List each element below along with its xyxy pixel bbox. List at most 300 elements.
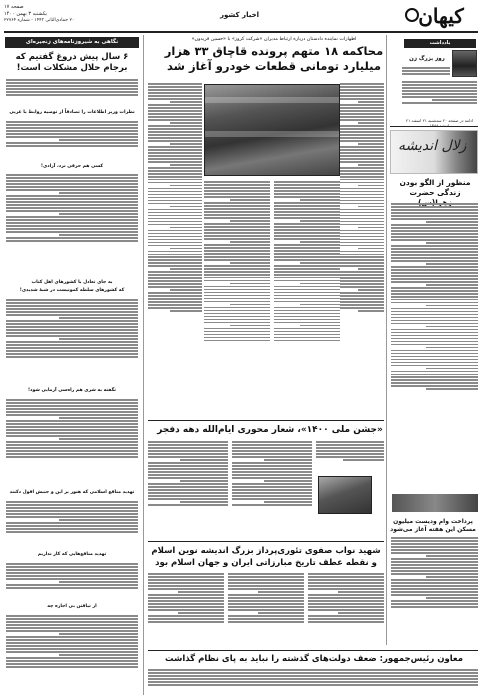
- greeked-text-line: [6, 314, 138, 316]
- greeked-text-line: [274, 256, 340, 258]
- article-column: [232, 440, 312, 540]
- greeked-text-line: [232, 456, 312, 458]
- greeked-text-line: [6, 507, 138, 509]
- greeked-text-line: [391, 329, 478, 331]
- greeked-text-line: [148, 179, 202, 181]
- greeked-text-line: [258, 591, 304, 593]
- greeked-text-line: [391, 561, 478, 563]
- greeked-text-line: [170, 185, 202, 187]
- greeked-text-line: [391, 332, 478, 334]
- greeked-text-line: [148, 474, 228, 476]
- article-column: [308, 572, 384, 650]
- greeked-text-line: [230, 325, 270, 327]
- greeked-text-line: [6, 645, 138, 647]
- greeked-text-line: [204, 211, 270, 213]
- greeked-text-line: [391, 302, 478, 304]
- greeked-text-line: [426, 263, 478, 265]
- greeked-text-line: [6, 636, 138, 638]
- greeked-text-line: [274, 340, 340, 342]
- greeked-text-line: [391, 203, 478, 205]
- greeked-text-line: [391, 272, 478, 274]
- article-column: [340, 82, 384, 422]
- rumor-subhead: تهدید منافع‌هایی که کار نداریم: [37, 552, 107, 557]
- greeked-text-line: [232, 465, 312, 467]
- greeked-text-line: [6, 660, 138, 662]
- greeked-text-line: [6, 79, 138, 81]
- greeked-text-line: [6, 189, 138, 191]
- emblem-icon: [405, 8, 419, 22]
- greeked-text-line: [340, 230, 384, 232]
- greeked-text-line: [6, 432, 138, 434]
- greeked-text-line: [300, 199, 340, 201]
- greeked-text-line: [204, 184, 270, 186]
- greeked-text-line: [204, 292, 270, 294]
- greeked-text-line: [204, 217, 270, 219]
- article-column: [148, 572, 224, 650]
- greeked-text-line: [391, 579, 478, 581]
- greeked-text-line: [148, 224, 202, 226]
- rumor-section-bar: نگاهی به شیروزنامه‌های زنجیره‌ای: [5, 37, 139, 48]
- greeked-text-line: [170, 122, 202, 124]
- greeked-text-line: [6, 201, 138, 203]
- greeked-text-line: [6, 302, 138, 304]
- greeked-text-line: [204, 334, 270, 336]
- greeked-text-line: [148, 92, 202, 94]
- editorial-date: ادامه در صفحه ۲۰ سه‌شنبه ۲۱ اسفند ۲۱: [405, 118, 474, 123]
- greeked-text-line: [300, 283, 340, 285]
- greeked-text-line: [170, 248, 202, 250]
- greeked-text-line: [274, 301, 340, 303]
- greeked-text-line: [204, 196, 270, 198]
- greeked-text-line: [274, 229, 340, 231]
- greeked-text-line: [6, 642, 138, 644]
- greeked-text-line: [340, 286, 384, 288]
- greeked-text-line: [232, 462, 312, 464]
- greeked-text-line: [358, 143, 384, 145]
- greeked-text-line: [308, 579, 384, 581]
- greeked-text-line: [6, 615, 138, 617]
- greeked-text-line: [426, 326, 478, 328]
- greeked-text-line: [340, 209, 384, 211]
- greeked-text-line: [316, 441, 384, 443]
- greeked-text-line: [204, 247, 270, 249]
- greeked-text-line: [340, 83, 384, 85]
- greeked-text-line: [308, 609, 384, 611]
- greeked-text-line: [426, 284, 478, 286]
- greeked-text-line: [274, 211, 340, 213]
- greeked-text-line: [358, 206, 384, 208]
- greeked-text-line: [274, 280, 340, 282]
- greeked-text-line: [6, 663, 138, 665]
- greeked-text-line: [148, 251, 202, 253]
- greeked-text-line: [391, 376, 478, 378]
- greeked-text-line: [391, 341, 478, 343]
- greeked-text-line: [6, 88, 138, 90]
- greeked-text-line: [391, 317, 478, 319]
- greeked-text-line: [340, 304, 384, 306]
- greeked-text-line: [340, 110, 384, 112]
- greeked-text-line: [358, 101, 384, 103]
- greeked-text-line: [148, 576, 224, 578]
- greeked-text-line: [391, 293, 478, 295]
- greeked-text-line: [204, 253, 270, 255]
- greeked-text-line: [232, 489, 312, 491]
- greeked-text-line: [340, 119, 384, 121]
- greeked-text-line: [232, 483, 312, 485]
- rumor-headline: ۶ سال پیش دروغ گفتیم که برجام حلال مشکلات است!: [15, 52, 129, 73]
- greeked-text-line: [274, 247, 340, 249]
- greeked-text-line: [6, 456, 138, 458]
- greeked-text-line: [59, 417, 138, 419]
- greeked-text-line: [391, 260, 478, 262]
- greeked-text-line: [6, 405, 138, 407]
- greeked-text-line: [391, 323, 478, 325]
- greeked-text-line: [148, 98, 202, 100]
- greeked-text-line: [148, 134, 202, 136]
- greeked-text-line: [228, 621, 304, 623]
- greeked-text-line: [148, 274, 202, 276]
- rumor-body-text: [6, 298, 138, 386]
- greeked-text-line: [148, 149, 202, 151]
- greeked-text-line: [316, 444, 384, 446]
- greeked-text-line: [204, 232, 270, 234]
- greeked-text-line: [6, 618, 138, 620]
- greeked-text-line: [148, 609, 224, 611]
- greeked-text-line: [340, 182, 384, 184]
- greeked-text-line: [204, 280, 270, 282]
- greeked-text-line: [340, 236, 384, 238]
- loan-body-text: [391, 536, 478, 646]
- column-divider: [143, 35, 144, 695]
- greeked-text-line: [59, 581, 138, 583]
- greeked-text-line: [264, 459, 312, 461]
- greeked-text-line: [340, 188, 384, 190]
- greeked-text-line: [228, 597, 304, 599]
- greeked-text-line: [170, 206, 202, 208]
- greeked-text-line: [308, 603, 384, 605]
- greeked-text-line: [148, 477, 228, 479]
- greeked-text-line: [338, 591, 384, 593]
- greeked-text-line: [148, 155, 202, 157]
- greeked-text-line: [308, 585, 384, 587]
- greeked-text-line: [204, 310, 270, 312]
- greeked-text-line: [148, 110, 202, 112]
- greeked-text-line: [391, 353, 478, 355]
- greeked-text-line: [340, 212, 384, 214]
- greeked-text-line: [204, 268, 270, 270]
- greeked-text-line: [6, 180, 138, 182]
- greeked-text-line: [6, 516, 138, 518]
- greeked-text-line: [6, 522, 138, 524]
- greeked-text-line: [426, 347, 478, 349]
- greeked-text-line: [6, 657, 138, 659]
- loan-photo: [392, 494, 478, 512]
- rumor-subhead: به جای تعادل با کشورهای اهل کتاب: [31, 280, 113, 285]
- greeked-text-line: [340, 254, 384, 256]
- greeked-text-line: [148, 298, 202, 300]
- greeked-text-line: [6, 572, 138, 574]
- greeked-text-line: [148, 254, 202, 256]
- greeked-text-line: [170, 227, 202, 229]
- greeked-text-line: [148, 95, 202, 97]
- greeked-text-line: [274, 298, 340, 300]
- zahra-body-text: [391, 202, 478, 482]
- section-rule: [148, 650, 478, 651]
- greeked-text-line: [6, 429, 138, 431]
- greeked-text-line: [6, 402, 138, 404]
- greeked-text-line: [148, 119, 202, 121]
- greeked-text-line: [391, 588, 478, 590]
- greeked-text-line: [180, 501, 228, 503]
- greeked-text-line: [228, 576, 304, 578]
- greeked-text-line: [426, 597, 478, 599]
- greeked-text-line: [391, 359, 478, 361]
- greeked-text-line: [6, 85, 138, 87]
- greeked-text-line: [274, 187, 340, 189]
- greeked-text-line: [358, 310, 384, 312]
- greeked-text-line: [300, 241, 340, 243]
- greeked-text-line: [340, 116, 384, 118]
- greeked-text-line: [148, 271, 202, 273]
- greeked-text-line: [391, 212, 478, 214]
- greeked-text-line: [59, 633, 138, 635]
- greeked-text-line: [6, 584, 138, 586]
- greeked-text-line: [204, 289, 270, 291]
- greeked-text-line: [391, 362, 478, 364]
- greeked-text-line: [178, 612, 224, 614]
- greeked-text-line: [426, 221, 478, 223]
- greeked-text-line: [340, 137, 384, 139]
- greeked-text-line: [258, 612, 304, 614]
- greeked-text-line: [148, 233, 202, 235]
- greeked-text-line: [340, 134, 384, 136]
- greeked-text-line: [358, 185, 384, 187]
- greeked-text-line: [391, 314, 478, 316]
- greeked-text-line: [391, 296, 478, 298]
- greeked-text-line: [274, 250, 340, 252]
- greeked-text-line: [148, 286, 202, 288]
- greeked-text-line: [6, 240, 138, 242]
- greeked-text-line: [148, 594, 224, 596]
- greeked-text-line: [264, 480, 312, 482]
- greeked-text-line: [148, 239, 202, 241]
- greeked-text-line: [340, 140, 384, 142]
- article-column: [148, 82, 202, 422]
- greeked-text-line: [228, 600, 304, 602]
- greeked-text-line: [432, 99, 477, 101]
- greeked-text-line: [340, 259, 384, 261]
- greeked-text-line: [148, 116, 202, 118]
- greeked-text-line: [204, 298, 270, 300]
- greeked-text-line: [426, 242, 478, 244]
- greeked-text-line: [59, 338, 138, 340]
- greeked-text-line: [228, 609, 304, 611]
- greeked-text-line: [308, 606, 384, 608]
- greeked-text-line: [180, 480, 228, 482]
- greeked-text-line: [6, 174, 138, 176]
- greeked-text-line: [148, 245, 202, 247]
- greeked-text-line: [148, 236, 202, 238]
- greeked-text-line: [148, 585, 224, 587]
- greeked-text-line: [148, 113, 202, 115]
- greeked-text-line: [391, 558, 478, 560]
- article-column: [148, 440, 228, 540]
- greeked-text-line: [6, 531, 138, 533]
- greeked-text-line: [148, 203, 202, 205]
- greeked-text-line: [6, 216, 138, 218]
- greeked-text-line: [6, 311, 138, 313]
- greeked-text-line: [148, 194, 202, 196]
- greeked-text-line: [6, 127, 138, 129]
- greeked-text-line: [148, 301, 202, 303]
- greeked-text-line: [204, 235, 270, 237]
- greeked-text-line: [148, 215, 202, 217]
- greeked-text-line: [391, 564, 478, 566]
- greeked-text-line: [6, 225, 138, 227]
- greeked-text-line: [6, 332, 138, 334]
- greeked-text-line: [148, 167, 202, 169]
- greeked-text-line: [148, 137, 202, 139]
- greeked-text-line: [402, 102, 477, 104]
- greeked-text-line: [274, 268, 340, 270]
- greeked-text-line: [308, 621, 384, 623]
- greeked-text-line: [402, 84, 477, 86]
- greeked-text-line: [148, 444, 228, 446]
- greeked-text-line: [391, 344, 478, 346]
- greeked-text-line: [274, 337, 340, 339]
- greeked-text-line: [6, 513, 138, 515]
- greeked-text-line: [148, 256, 202, 258]
- greeked-text-line: [391, 603, 478, 605]
- greeked-text-line: [204, 331, 270, 333]
- greeked-text-line: [228, 603, 304, 605]
- greeked-text-line: [340, 104, 384, 106]
- greeked-text-line: [148, 292, 202, 294]
- greeked-text-line: [6, 666, 138, 668]
- greeked-text-line: [204, 256, 270, 258]
- greeked-text-line: [274, 328, 340, 330]
- greeked-text-line: [204, 271, 270, 273]
- greeked-text-line: [391, 209, 478, 211]
- greeked-text-line: [274, 316, 340, 318]
- greeked-text-line: [6, 320, 138, 322]
- greeked-text-line: [340, 245, 384, 247]
- greeked-text-line: [148, 441, 228, 443]
- greeked-text-line: [340, 92, 384, 94]
- greeked-text-line: [148, 146, 202, 148]
- greeked-text-line: [340, 277, 384, 279]
- greeked-text-line: [148, 615, 224, 617]
- greeked-text-line: [6, 435, 138, 437]
- greeked-text-line: [274, 223, 340, 225]
- greeked-text-line: [391, 266, 478, 268]
- greeked-text-line: [358, 164, 384, 166]
- greeked-text-line: [232, 498, 312, 500]
- greeked-text-line: [6, 356, 138, 358]
- greeked-text-line: [6, 420, 138, 422]
- greeked-text-line: [340, 307, 384, 309]
- greeked-text-line: [358, 268, 384, 270]
- greeked-text-line: [6, 308, 138, 310]
- greeked-text-line: [6, 219, 138, 221]
- greeked-text-line: [204, 187, 270, 189]
- greeked-text-line: [274, 181, 340, 183]
- greeked-text-line: [391, 299, 478, 301]
- greeked-text-line: [204, 277, 270, 279]
- greeked-text-line: [340, 221, 384, 223]
- greeked-text-line: [340, 149, 384, 151]
- greeked-text-line: [340, 203, 384, 205]
- greeked-text-line: [6, 228, 138, 230]
- greeked-text-line: [228, 585, 304, 587]
- greeked-text-line: [230, 262, 270, 264]
- greeked-text-line: [402, 73, 450, 75]
- greeked-text-line: [391, 311, 478, 313]
- section-rule: [148, 420, 384, 421]
- greeked-text-line: [308, 573, 384, 575]
- greeked-text-line: [274, 205, 340, 207]
- greeked-text-line: [6, 145, 138, 147]
- section-name: اخبار کشور: [220, 11, 260, 19]
- greeked-text-line: [391, 233, 478, 235]
- portrait-photo: [318, 476, 372, 514]
- greeked-text-line: [6, 347, 138, 349]
- greeked-text-line: [148, 221, 202, 223]
- rumor-subhead: کسی هم حرفی نزد، آزادی!: [40, 164, 104, 169]
- greeked-text-line: [6, 210, 138, 212]
- greeked-text-line: [6, 142, 138, 144]
- greeked-text-line: [148, 212, 202, 214]
- greeked-text-line: [391, 567, 478, 569]
- greeked-text-line: [338, 612, 384, 614]
- greeked-text-line: [148, 128, 202, 130]
- greeked-text-line: [402, 81, 477, 83]
- greeked-text-line: [232, 453, 312, 455]
- greeked-text-line: [340, 155, 384, 157]
- greeked-text-line: [274, 184, 340, 186]
- rumor-body-text: [6, 500, 138, 550]
- greeked-text-line: [274, 271, 340, 273]
- greeked-text-line: [391, 227, 478, 229]
- greeked-text-line: [148, 468, 228, 470]
- greeked-text-line: [6, 501, 138, 503]
- greeked-text-line: [340, 161, 384, 163]
- greeked-text-line: [148, 131, 202, 133]
- greeked-text-line: [274, 286, 340, 288]
- greeked-text-line: [148, 89, 202, 91]
- main-headline: محاکمه ۱۸ متهم پرونده قاچاق ۳۳ هزار میلیارد تومانی قطعات خودرو آغاز شد: [164, 44, 384, 73]
- greeked-text-line: [6, 528, 138, 530]
- greeked-text-line: [274, 310, 340, 312]
- greeked-text-line: [391, 594, 478, 596]
- greeked-text-line: [148, 277, 202, 279]
- greeked-text-line: [228, 594, 304, 596]
- greeked-text-line: [228, 582, 304, 584]
- greeked-text-line: [340, 176, 384, 178]
- greeked-text-line: [402, 70, 450, 72]
- greeked-text-line: [204, 238, 270, 240]
- rumor-body-text: [6, 614, 138, 694]
- greeked-text-line: [391, 251, 478, 253]
- greeked-text-line: [148, 83, 202, 85]
- rumor-body-text: [6, 78, 138, 108]
- greeked-text-line: [6, 186, 138, 188]
- rumor-subhead: تهدید منافع اسلامی که هنوز بر این و جنبش افول دکنند: [9, 490, 135, 495]
- greeked-text-line: [6, 237, 138, 239]
- greeked-text-line: [148, 242, 202, 244]
- greeked-text-line: [228, 588, 304, 590]
- greeked-text-line: [274, 253, 340, 255]
